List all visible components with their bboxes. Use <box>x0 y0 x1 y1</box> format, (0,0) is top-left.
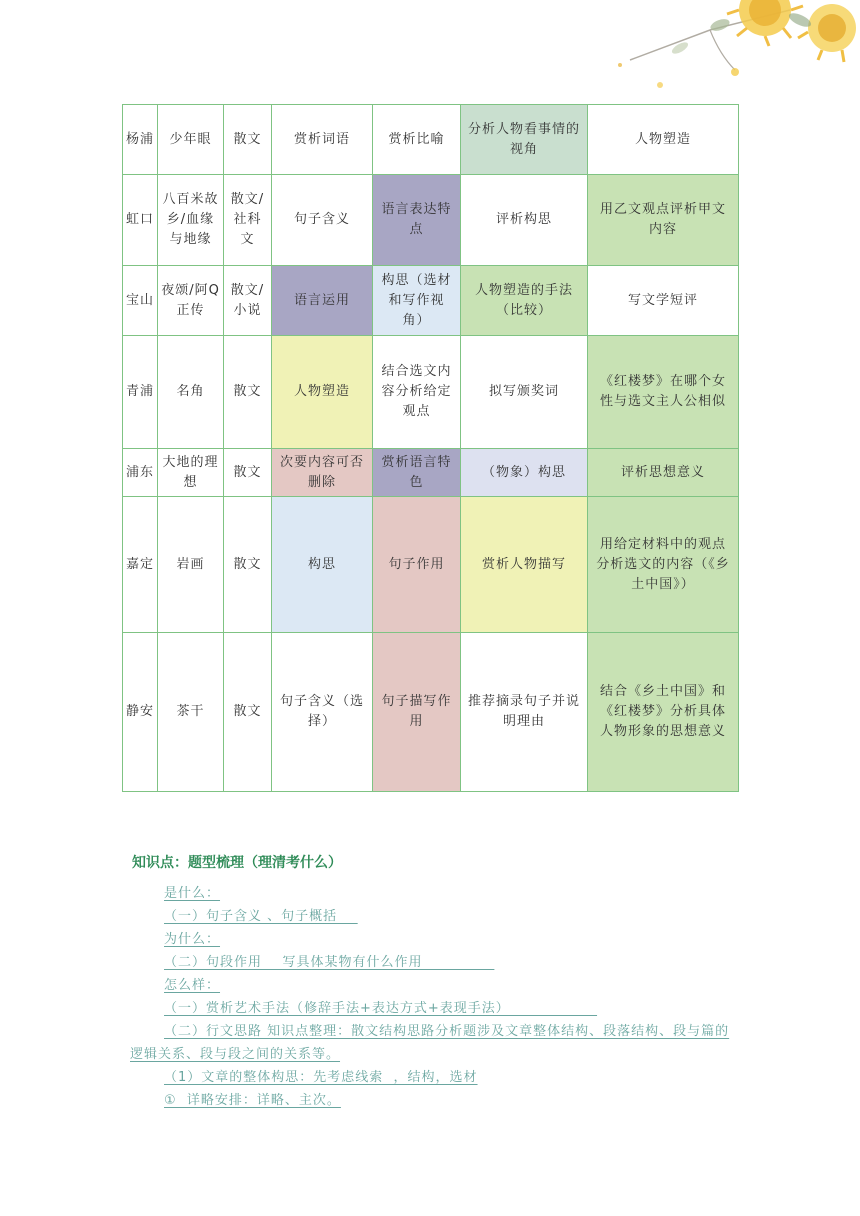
question-cell: 用乙文观点评析甲文内容 <box>588 175 739 266</box>
note-line: 是什么： <box>164 886 221 901</box>
question-cell: 次要内容可否删除 <box>272 449 373 497</box>
question-cell: 分析人物看事情的视角 <box>461 105 588 175</box>
table-row <box>123 175 739 266</box>
table-row <box>123 336 739 449</box>
district-cell: 杨浦 <box>123 105 158 175</box>
genre-cell: 散文/小说 <box>224 266 272 336</box>
table-row <box>123 449 739 497</box>
question-cell: 结合《乡土中国》和《红楼梦》分析具体人物形象的思想意义 <box>588 633 739 792</box>
question-cell: 句子作用 <box>373 497 461 633</box>
knowledge-notes <box>130 882 734 1112</box>
note-line: ① 详略安排：详略、主次。 <box>164 1093 341 1108</box>
question-cell: 《红楼梦》在哪个女性与选文主人公相似 <box>588 336 739 449</box>
text-title-cell: 夜颂/阿Q正传 <box>158 266 224 336</box>
table-row <box>123 633 739 792</box>
note-line: （一）赏析艺术手法（修辞手法+表达方式+表现手法） <box>164 1001 598 1016</box>
question-cell: 评析思想意义 <box>588 449 739 497</box>
note-line: 怎么样： <box>164 978 221 993</box>
question-cell: 赏析词语 <box>272 105 373 175</box>
flower-decoration-icon <box>560 0 860 110</box>
question-cell: 人物塑造的手法（比较） <box>461 266 588 336</box>
question-cell: 赏析人物描写 <box>461 497 588 633</box>
question-cell: 评析构思 <box>461 175 588 266</box>
genre-cell: 散文 <box>224 449 272 497</box>
note-line: （一）句子含义 、句子概括 <box>164 909 358 924</box>
question-cell: 写文学短评 <box>588 266 739 336</box>
question-cell: 人物塑造 <box>588 105 739 175</box>
district-cell: 宝山 <box>123 266 158 336</box>
question-cell: 构思 <box>272 497 373 633</box>
district-cell: 嘉定 <box>123 497 158 633</box>
table-row <box>123 497 739 633</box>
question-cell: 构思（选材和写作视角） <box>373 266 461 336</box>
note-line: （1）文章的整体构思：先考虑线索 ，结构，选材 <box>164 1070 478 1085</box>
note-line: 为什么： <box>164 932 221 947</box>
note-line: （二）行文思路 知识点整理：散文结构思路分析题涉及文章整体结构、段落结构、段与篇的逻辑关系、段与段之间的关系等。 <box>130 1024 730 1062</box>
genre-cell: 散文 <box>224 336 272 449</box>
question-cell: 语言运用 <box>272 266 373 336</box>
question-cell: 用给定材料中的观点分析选文的内容（《乡土中国》） <box>588 497 739 633</box>
question-cell: 拟写颁奖词 <box>461 336 588 449</box>
question-cell: 赏析比喻 <box>373 105 461 175</box>
text-title-cell: 岩画 <box>158 497 224 633</box>
question-cell: 句子含义（选择） <box>272 633 373 792</box>
question-cell: 推荐摘录句子并说明理由 <box>461 633 588 792</box>
genre-cell: 散文 <box>224 633 272 792</box>
text-title-cell: 茶干 <box>158 633 224 792</box>
text-title-cell: 少年眼 <box>158 105 224 175</box>
table-row <box>123 105 739 175</box>
genre-cell: 散文 <box>224 105 272 175</box>
genre-cell: 散文 <box>224 497 272 633</box>
question-cell: （物象）构思 <box>461 449 588 497</box>
text-title-cell: 大地的理想 <box>158 449 224 497</box>
district-cell: 青浦 <box>123 336 158 449</box>
district-cell: 静安 <box>123 633 158 792</box>
question-cell: 赏析语言特色 <box>373 449 461 497</box>
genre-cell: 散文/社科文 <box>224 175 272 266</box>
question-cell: 语言表达特点 <box>373 175 461 266</box>
exam-question-table <box>122 104 739 792</box>
question-cell: 句子含义 <box>272 175 373 266</box>
question-cell: 句子描写作用 <box>373 633 461 792</box>
text-title-cell: 八百米故乡/血缘与地缘 <box>158 175 224 266</box>
note-line: （二）句段作用 写具体某物有什么作用 <box>164 955 495 970</box>
question-cell: 结合选文内容分析给定观点 <box>373 336 461 449</box>
question-cell: 人物塑造 <box>272 336 373 449</box>
text-title-cell: 名角 <box>158 336 224 449</box>
district-cell: 浦东 <box>123 449 158 497</box>
district-cell: 虹口 <box>123 175 158 266</box>
table-row <box>123 266 739 336</box>
knowledge-point-title: 知识点：题型梳理（理清考什么） <box>132 855 342 871</box>
